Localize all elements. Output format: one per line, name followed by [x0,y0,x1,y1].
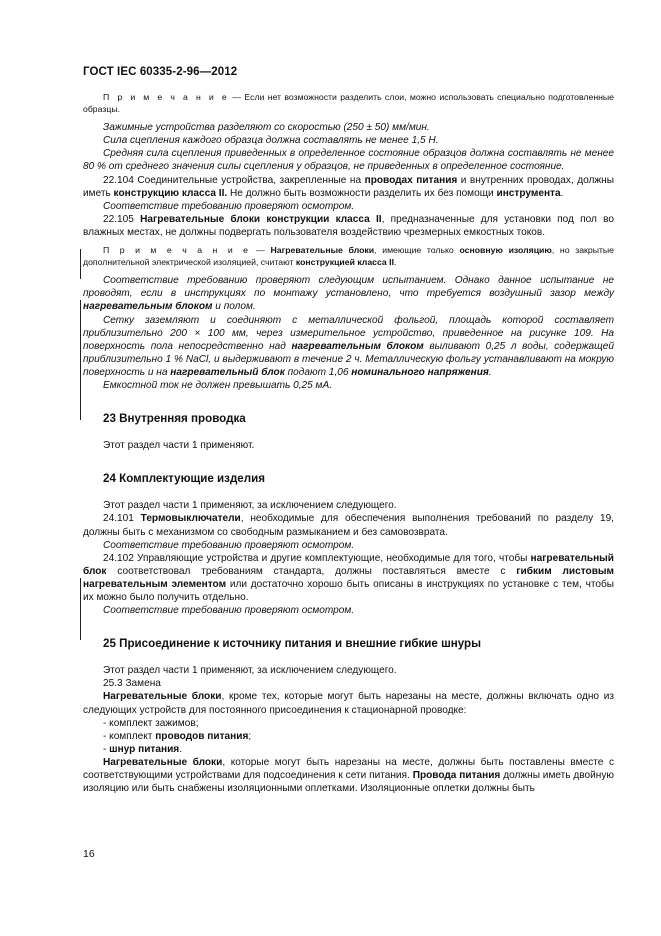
note-paragraph: П р и м е ч а н и е — Если нет возможности разделить слои, можно использовать специально подготовленные образцы. [83,92,614,114]
clause-24-102: 24.102 Управляющие устройства и другие комплектующие, необходимые для того, чтобы нагревательный блок соответствовал требованиям стандарта, должны поставляться вместе с гибким листовым нагревательным элементом или достаточно хорошо быть описаны в инструкциях по установке с тем, чтобы их можно было получить отдельно. [83,552,614,603]
clamp-speed-paragraph: Зажимные устройства разделяют со скоростью (250 ± 50) мм/мин. [103,122,430,134]
average-adhesion-paragraph: Средняя сила сцепления приведенных в определенное состояние образцов должна составлять не менее 80 % от среднего значения силы сцепления у образцов, не приведенных в определенное состояние. [83,148,614,173]
page-header: ГОСТ IEC 60335-2-96—2012 [83,66,238,78]
grid-paragraph: Сетку заземляют и соединяют с металлической фольгой, площадь которой составляет приблизительно 200 × 100 мм, через измерительное устройство, приведенное на рисунке 109. На поверхность пола непосредственно над нагревательным блоком выливают 0,25 л воды, содержащей приблизительно 1 % NaCl, и выдерживают в течение 2 ч. Металлическую фольгу устанавливают на мокрую поверхность и на нагревательный блок подают 1,06 номинального напряжения. [83,314,614,378]
section-24-heading: 24 Комплектующие изделия [103,472,266,486]
document-body [83,92,614,795]
clause-22-105: 22.105 Нагревательные блоки конструкции класса II, предназначенные для установки под пол во влажных местах, не должны подвергать пользователя воздействию чрезмерных емкостных токов. [83,213,614,238]
compliance-paragraph: Соответствие требованию проверяют осмотром. [103,605,355,617]
section-25-heading: 25 Присоединение к источнику питания и внешние гибкие шнуры [103,637,482,651]
note-paragraph: П р и м е ч а н и е — Нагревательные блоки, имеющие только основную изоляцию, но закрытые дополнительной электрической изоляцией, считают конструкцией класса II. [83,245,614,267]
section-24-text: Этот раздел части 1 применяют, за исключением следующего. [103,500,397,512]
clause-24-101: 24.101 Термовыключатели, необходимые для обеспечения выполнения требований по разделу 19, должны быть с механизмом со свободным размыканием и без самовозврата. [83,513,614,538]
test-paragraph: Соответствие требованию проверяют следующим испытанием. Однако данное испытание не проводят, если в инструкциях по монтажу установлено, что требуется воздушный зазор между нагревательным блоком и полом. [83,275,614,313]
revision-bar [80,249,81,279]
section-23-text: Этот раздел части 1 применяют. [103,440,255,452]
list-item: - комплект зажимов; [103,717,199,729]
compliance-paragraph: Соответствие требованию проверяют осмотром. [103,539,355,551]
compliance-paragraph: Соответствие требованию проверяют осмотром. [103,200,355,212]
heating-units-paragraph: Нагревательные блоки, кроме тех, которые могут быть нарезаны на месте, должны включать одно из следующих устройств для постоянного присоединения к стационарной проводке: [83,691,614,716]
page-number: 16 [83,848,95,860]
capacitive-current-paragraph: Емкостной ток не должен превышать 0,25 мА. [103,379,333,391]
section-25-text: Этот раздел части 1 применяют, за исключением следующего. [103,665,397,677]
list-item: - комплект проводов питания; [103,730,252,742]
clause-22-104: 22.104 Соединительные устройства, закрепленные на проводах питания и внутренних проводах, должны иметь конструкцию класса II. Не должно быть возможности разделить их без помощи инструмента. [83,174,614,199]
revision-bar [80,300,81,420]
clause-25-3: 25.3 Замена [103,678,161,690]
section-23-heading: 23 Внутренняя проводка [103,412,246,426]
list-item: - шнур питания. [103,743,182,755]
adhesion-paragraph: Сила сцепления каждого образца должна составлять не менее 1,5 Н. [103,135,439,147]
revision-bar [80,578,81,640]
cut-to-size-paragraph: Нагревательные блоки, которые могут быть нарезаны на месте, должны быть поставлены вместе с соответствующими устройствами для подсоединения к сети питания. Провода питания должны иметь двойную изоляцию или быть снабжены изоляционными оплетками. Изоляционные оплетки должны быть [83,756,614,795]
